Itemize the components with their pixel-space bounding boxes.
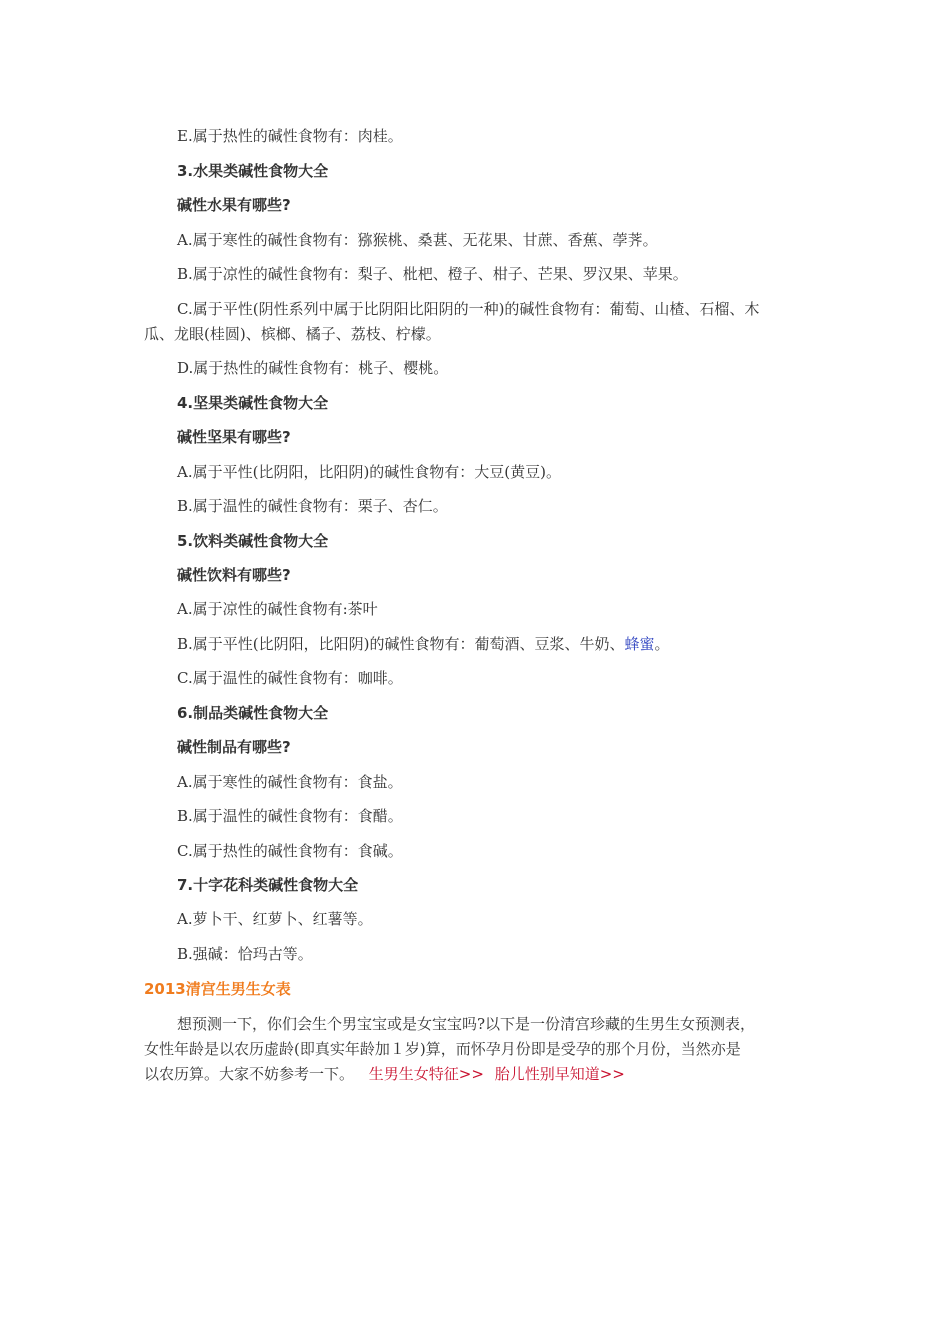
text-line: A.萝卜干、红萝卜、红薯等。 — [177, 910, 373, 928]
sub-heading: 碱性水果有哪些? — [177, 196, 291, 214]
section-heading: 4.坚果类碱性食物大全 — [177, 394, 329, 412]
text-line: A.属于寒性的碱性食物有：猕猴桃、桑葚、无花果、甘蔗、香蕉、荸荠。 — [177, 231, 658, 249]
sub-heading: 碱性坚果有哪些? — [177, 428, 291, 446]
gender-features-link[interactable]: 生男生女特征>> — [368, 1065, 484, 1083]
text-line: A.属于寒性的碱性食物有：食盐。 — [177, 773, 403, 791]
section-heading: 6.制品类碱性食物大全 — [177, 704, 329, 722]
text-segment: B.属于平性(比阴阳，比阳阴)的碱性食物有：葡萄酒、豆浆、牛奶、 — [177, 635, 625, 653]
paragraph-line: 想预测一下，你们会生个男宝宝或是女宝宝吗?以下是一份清宫珍藏的生男生女预测表， — [177, 1015, 756, 1033]
text-line: B.属于温性的碱性食物有：食醋。 — [177, 807, 403, 825]
text-line: B.强碱：恰玛古等。 — [177, 945, 313, 963]
text-line: B.属于温性的碱性食物有：栗子、杏仁。 — [177, 497, 448, 515]
article-title[interactable]: 2013清宫生男生女表 — [144, 980, 291, 998]
text-segment: 。 — [654, 635, 670, 653]
sub-heading: 碱性制品有哪些? — [177, 738, 291, 756]
text-line — [177, 634, 670, 654]
honey-link[interactable]: 蜂蜜 — [624, 635, 655, 653]
paragraph-line: 女性年龄是以农历虚龄(即真实年龄加１岁)算，而怀孕月份即是受孕的那个月份，当然亦是 — [144, 1040, 741, 1058]
text-line: C.属于平性(阴性系列中属于比阴阳比阳阴的一种)的碱性食物有：葡萄、山楂、石榴、木 — [177, 300, 760, 318]
section-heading: 5.饮料类碱性食物大全 — [177, 532, 329, 550]
text-line: E.属于热性的碱性食物有：肉桂。 — [177, 127, 403, 145]
section-heading: 7.十字花科类碱性食物大全 — [177, 876, 359, 894]
text-line: 瓜、龙眼(桂圆)、槟榔、橘子、荔枝、柠檬。 — [144, 325, 441, 343]
text-segment: 以农历算。大家不妨参考一下。 — [144, 1065, 355, 1083]
section-heading: 3.水果类碱性食物大全 — [177, 162, 329, 180]
text-line: A.属于平性(比阴阳，比阳阴)的碱性食物有：大豆(黄豆)。 — [177, 463, 562, 481]
text-line: A.属于凉性的碱性食物有:茶叶 — [177, 600, 378, 618]
text-line: C.属于热性的碱性食物有：食碱。 — [177, 842, 403, 860]
text-line: B.属于凉性的碱性食物有：梨子、枇杷、橙子、柑子、芒果、罗汉果、苹果。 — [177, 265, 688, 283]
fetal-gender-link[interactable]: 胎儿性别早知道>> — [494, 1065, 625, 1083]
text-line: C.属于温性的碱性食物有：咖啡。 — [177, 669, 403, 687]
text-line: D.属于热性的碱性食物有：桃子、樱桃。 — [177, 359, 449, 377]
paragraph-line — [144, 1064, 625, 1084]
sub-heading: 碱性饮料有哪些? — [177, 566, 291, 584]
